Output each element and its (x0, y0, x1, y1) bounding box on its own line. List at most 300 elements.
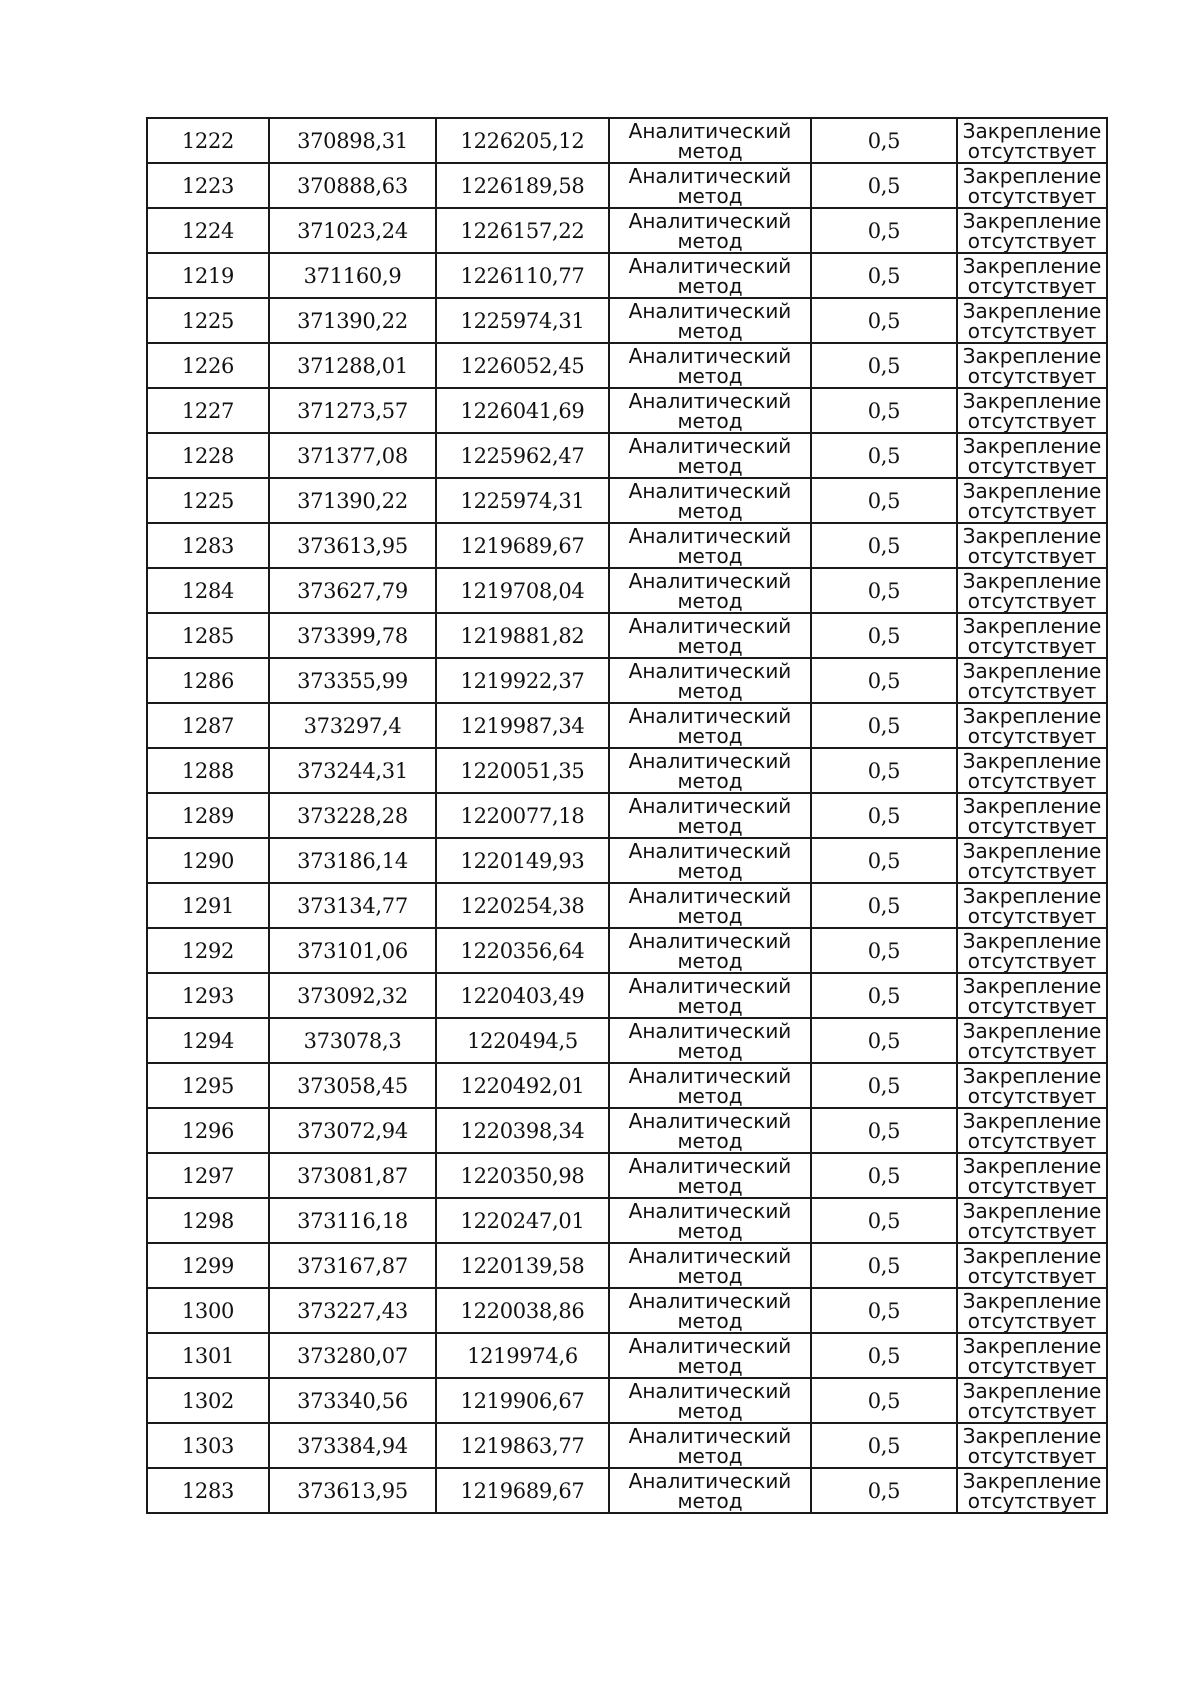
table-row (147, 883, 1107, 928)
y-coordinate-cell: 1225974,31 (436, 478, 609, 523)
method-cell (609, 1378, 811, 1423)
fixation-cell (957, 613, 1107, 658)
method-cell (609, 613, 811, 658)
fixation-cell (957, 1288, 1107, 1333)
fixation-cell-line-1: Закрепление (962, 433, 1102, 458)
method-cell-line-2: метод (677, 543, 743, 568)
point-number-cell: 1225 (147, 478, 269, 523)
fixation-cell (957, 883, 1107, 928)
accuracy-cell: 0,5 (811, 838, 957, 883)
accuracy-cell: 0,5 (811, 163, 957, 208)
fixation-cell-line-2: отсутствует (967, 318, 1097, 343)
fixation-cell-line-2: отсутствует (967, 1173, 1097, 1198)
x-coordinate-cell: 373297,4 (269, 703, 436, 748)
method-cell-line-2: метод (677, 1173, 743, 1198)
method-cell-line-2: метод (677, 318, 743, 343)
fixation-cell-line-1: Закрепление (962, 1243, 1102, 1268)
method-cell-line-2: метод (677, 948, 743, 973)
table-row (147, 793, 1107, 838)
fixation-cell (957, 118, 1107, 163)
method-cell-line-1: Аналитический (628, 433, 792, 458)
method-cell-line-2: метод (677, 498, 743, 523)
accuracy-cell: 0,5 (811, 1198, 957, 1243)
method-cell-line-1: Аналитический (628, 208, 792, 233)
y-coordinate-cell: 1220139,58 (436, 1243, 609, 1288)
fixation-cell (957, 793, 1107, 838)
accuracy-cell: 0,5 (811, 343, 957, 388)
method-cell (609, 118, 811, 163)
y-coordinate-cell: 1219708,04 (436, 568, 609, 613)
method-cell-line-1: Аналитический (628, 298, 792, 323)
fixation-cell (957, 568, 1107, 613)
y-coordinate-cell: 1220051,35 (436, 748, 609, 793)
method-cell (609, 658, 811, 703)
table-row (147, 973, 1107, 1018)
method-cell-line-2: метод (677, 903, 743, 928)
point-number-cell: 1294 (147, 1018, 269, 1063)
method-cell-line-1: Аналитический (628, 748, 792, 773)
method-cell-line-2: метод (677, 1263, 743, 1288)
accuracy-cell: 0,5 (811, 1063, 957, 1108)
method-cell-line-1: Аналитический (628, 1288, 792, 1313)
method-cell (609, 1018, 811, 1063)
point-number-cell: 1300 (147, 1288, 269, 1333)
y-coordinate-cell: 1219689,67 (436, 523, 609, 568)
method-cell-line-1: Аналитический (628, 613, 792, 638)
method-cell-line-1: Аналитический (628, 1333, 792, 1358)
y-coordinate-cell: 1220398,34 (436, 1108, 609, 1153)
fixation-cell-line-2: отсутствует (967, 768, 1097, 793)
x-coordinate-cell: 370888,63 (269, 163, 436, 208)
y-coordinate-cell: 1219689,67 (436, 1468, 609, 1513)
method-cell-line-2: метод (677, 228, 743, 253)
method-cell-line-1: Аналитический (628, 793, 792, 818)
fixation-cell-line-1: Закрепление (962, 388, 1102, 413)
table-row (147, 1468, 1107, 1513)
y-coordinate-cell: 1226110,77 (436, 253, 609, 298)
accuracy-cell: 0,5 (811, 883, 957, 928)
method-cell-line-2: метод (677, 183, 743, 208)
x-coordinate-cell: 370898,31 (269, 118, 436, 163)
method-cell (609, 883, 811, 928)
point-number-cell: 1291 (147, 883, 269, 928)
accuracy-cell: 0,5 (811, 1108, 957, 1153)
method-cell (609, 253, 811, 298)
point-number-cell: 1299 (147, 1243, 269, 1288)
y-coordinate-cell: 1225962,47 (436, 433, 609, 478)
fixation-cell (957, 1423, 1107, 1468)
point-number-cell: 1219 (147, 253, 269, 298)
table-row (147, 478, 1107, 523)
accuracy-cell: 0,5 (811, 1468, 957, 1513)
x-coordinate-cell: 371273,57 (269, 388, 436, 433)
fixation-cell (957, 928, 1107, 973)
y-coordinate-cell: 1225974,31 (436, 298, 609, 343)
y-coordinate-cell: 1220038,86 (436, 1288, 609, 1333)
method-cell-line-1: Аналитический (628, 1423, 792, 1448)
accuracy-cell: 0,5 (811, 1378, 957, 1423)
table-row (147, 388, 1107, 433)
accuracy-cell: 0,5 (811, 298, 957, 343)
point-number-cell: 1228 (147, 433, 269, 478)
table-row (147, 1378, 1107, 1423)
method-cell-line-2: метод (677, 588, 743, 613)
method-cell-line-1: Аналитический (628, 703, 792, 728)
fixation-cell-line-1: Закрепление (962, 1018, 1102, 1043)
point-number-cell: 1298 (147, 1198, 269, 1243)
fixation-cell (957, 658, 1107, 703)
method-cell-line-1: Аналитический (628, 568, 792, 593)
method-cell (609, 568, 811, 613)
method-cell-line-1: Аналитический (628, 658, 792, 683)
method-cell-line-2: метод (677, 1398, 743, 1423)
point-number-cell: 1295 (147, 1063, 269, 1108)
fixation-cell (957, 1378, 1107, 1423)
table-row (147, 433, 1107, 478)
accuracy-cell: 0,5 (811, 613, 957, 658)
x-coordinate-cell: 371390,22 (269, 298, 436, 343)
accuracy-cell: 0,5 (811, 1333, 957, 1378)
accuracy-cell: 0,5 (811, 1243, 957, 1288)
table-row (147, 1198, 1107, 1243)
method-cell-line-2: метод (677, 678, 743, 703)
x-coordinate-cell: 371160,9 (269, 253, 436, 298)
fixation-cell-line-1: Закрепление (962, 1153, 1102, 1178)
method-cell-line-2: метод (677, 273, 743, 298)
fixation-cell-line-1: Закрепление (962, 253, 1102, 278)
fixation-cell (957, 973, 1107, 1018)
fixation-cell (957, 1153, 1107, 1198)
table-row (147, 748, 1107, 793)
method-cell-line-1: Аналитический (628, 883, 792, 908)
table-row (147, 1063, 1107, 1108)
method-cell-line-2: метод (677, 1443, 743, 1468)
method-cell-line-2: метод (677, 1128, 743, 1153)
fixation-cell-line-2: отсутствует (967, 633, 1097, 658)
fixation-cell (957, 748, 1107, 793)
method-cell-line-1: Аналитический (628, 478, 792, 503)
fixation-cell-line-2: отсутствует (967, 498, 1097, 523)
table-row (147, 253, 1107, 298)
fixation-cell (957, 478, 1107, 523)
method-cell-line-1: Аналитический (628, 973, 792, 998)
x-coordinate-cell: 373613,95 (269, 523, 436, 568)
fixation-cell-line-2: отсутствует (967, 273, 1097, 298)
method-cell (609, 1288, 811, 1333)
fixation-cell-line-2: отсутствует (967, 408, 1097, 433)
y-coordinate-cell: 1219881,82 (436, 613, 609, 658)
point-number-cell: 1283 (147, 523, 269, 568)
point-number-cell: 1224 (147, 208, 269, 253)
x-coordinate-cell: 373134,77 (269, 883, 436, 928)
accuracy-cell: 0,5 (811, 1288, 957, 1333)
x-coordinate-cell: 373167,87 (269, 1243, 436, 1288)
y-coordinate-cell: 1220403,49 (436, 973, 609, 1018)
method-cell (609, 1108, 811, 1153)
point-number-cell: 1226 (147, 343, 269, 388)
method-cell (609, 1153, 811, 1198)
table-row (147, 703, 1107, 748)
x-coordinate-cell: 373384,94 (269, 1423, 436, 1468)
y-coordinate-cell: 1220077,18 (436, 793, 609, 838)
point-number-cell: 1290 (147, 838, 269, 883)
fixation-cell-line-1: Закрепление (962, 1333, 1102, 1358)
fixation-cell-line-1: Закрепление (962, 298, 1102, 323)
point-number-cell: 1303 (147, 1423, 269, 1468)
table-row (147, 838, 1107, 883)
method-cell-line-2: метод (677, 993, 743, 1018)
point-number-cell: 1292 (147, 928, 269, 973)
fixation-cell-line-1: Закрепление (962, 1468, 1102, 1493)
method-cell-line-1: Аналитический (628, 253, 792, 278)
table-row (147, 1243, 1107, 1288)
x-coordinate-cell: 371023,24 (269, 208, 436, 253)
x-coordinate-cell: 373340,56 (269, 1378, 436, 1423)
method-cell-line-2: метод (677, 1218, 743, 1243)
fixation-cell-line-1: Закрепление (962, 1198, 1102, 1223)
table-row (147, 163, 1107, 208)
point-number-cell: 1284 (147, 568, 269, 613)
point-number-cell: 1302 (147, 1378, 269, 1423)
fixation-cell-line-1: Закрепление (962, 208, 1102, 233)
table-row (147, 568, 1107, 613)
fixation-cell-line-2: отсутствует (967, 543, 1097, 568)
table-row (147, 208, 1107, 253)
table-row (147, 298, 1107, 343)
y-coordinate-cell: 1220492,01 (436, 1063, 609, 1108)
fixation-cell (957, 1333, 1107, 1378)
point-number-cell: 1293 (147, 973, 269, 1018)
method-cell-line-2: метод (677, 633, 743, 658)
method-cell (609, 1333, 811, 1378)
accuracy-cell: 0,5 (811, 118, 957, 163)
fixation-cell-line-1: Закрепление (962, 118, 1102, 143)
point-number-cell: 1225 (147, 298, 269, 343)
y-coordinate-cell: 1226205,12 (436, 118, 609, 163)
accuracy-cell: 0,5 (811, 973, 957, 1018)
point-number-cell: 1289 (147, 793, 269, 838)
fixation-cell (957, 703, 1107, 748)
point-number-cell: 1287 (147, 703, 269, 748)
method-cell-line-1: Аналитический (628, 838, 792, 863)
method-cell-line-1: Аналитический (628, 1198, 792, 1223)
fixation-cell-line-2: отсутствует (967, 678, 1097, 703)
y-coordinate-cell: 1220350,98 (436, 1153, 609, 1198)
fixation-cell (957, 523, 1107, 568)
fixation-cell-line-1: Закрепление (962, 163, 1102, 188)
fixation-cell-line-1: Закрепление (962, 658, 1102, 683)
method-cell-line-1: Аналитический (628, 1378, 792, 1403)
method-cell-line-2: метод (677, 408, 743, 433)
method-cell (609, 838, 811, 883)
method-cell-line-1: Аналитический (628, 1468, 792, 1493)
fixation-cell-line-2: отсутствует (967, 1443, 1097, 1468)
y-coordinate-cell: 1220356,64 (436, 928, 609, 973)
x-coordinate-cell: 373116,18 (269, 1198, 436, 1243)
method-cell (609, 703, 811, 748)
table-row (147, 658, 1107, 703)
point-number-cell: 1222 (147, 118, 269, 163)
method-cell-line-2: метод (677, 453, 743, 478)
fixation-cell-line-2: отсутствует (967, 453, 1097, 478)
x-coordinate-cell: 373227,43 (269, 1288, 436, 1333)
method-cell-line-2: метод (677, 813, 743, 838)
fixation-cell-line-1: Закрепление (962, 478, 1102, 503)
fixation-cell-line-2: отсутствует (967, 183, 1097, 208)
table-row (147, 118, 1107, 163)
fixation-cell-line-1: Закрепление (962, 523, 1102, 548)
fixation-cell (957, 1108, 1107, 1153)
point-number-cell: 1285 (147, 613, 269, 658)
method-cell-line-2: метод (677, 768, 743, 793)
y-coordinate-cell: 1219906,67 (436, 1378, 609, 1423)
x-coordinate-cell: 373228,28 (269, 793, 436, 838)
x-coordinate-cell: 373627,79 (269, 568, 436, 613)
y-coordinate-cell: 1219974,6 (436, 1333, 609, 1378)
fixation-cell-line-2: отсутствует (967, 858, 1097, 883)
fixation-cell-line-1: Закрепление (962, 1378, 1102, 1403)
x-coordinate-cell: 373078,3 (269, 1018, 436, 1063)
method-cell-line-2: метод (677, 858, 743, 883)
method-cell (609, 1468, 811, 1513)
fixation-cell-line-1: Закрепление (962, 343, 1102, 368)
fixation-cell (957, 163, 1107, 208)
x-coordinate-cell: 371288,01 (269, 343, 436, 388)
point-number-cell: 1288 (147, 748, 269, 793)
x-coordinate-cell: 373355,99 (269, 658, 436, 703)
coordinates-table (146, 117, 1108, 1514)
accuracy-cell: 0,5 (811, 748, 957, 793)
fixation-cell (957, 433, 1107, 478)
fixation-cell-line-2: отсутствует (967, 903, 1097, 928)
point-number-cell: 1223 (147, 163, 269, 208)
accuracy-cell: 0,5 (811, 253, 957, 298)
method-cell (609, 433, 811, 478)
y-coordinate-cell: 1226157,22 (436, 208, 609, 253)
fixation-cell-line-1: Закрепление (962, 793, 1102, 818)
fixation-cell-line-2: отсутствует (967, 1038, 1097, 1063)
fixation-cell-line-2: отсутствует (967, 948, 1097, 973)
accuracy-cell: 0,5 (811, 478, 957, 523)
method-cell-line-1: Аналитический (628, 1108, 792, 1133)
method-cell-line-2: метод (677, 363, 743, 388)
method-cell (609, 478, 811, 523)
y-coordinate-cell: 1219987,34 (436, 703, 609, 748)
x-coordinate-cell: 373058,45 (269, 1063, 436, 1108)
method-cell (609, 298, 811, 343)
method-cell-line-1: Аналитический (628, 163, 792, 188)
x-coordinate-cell: 373613,95 (269, 1468, 436, 1513)
fixation-cell-line-1: Закрепление (962, 928, 1102, 953)
accuracy-cell: 0,5 (811, 1423, 957, 1468)
y-coordinate-cell: 1219863,77 (436, 1423, 609, 1468)
fixation-cell (957, 253, 1107, 298)
y-coordinate-cell: 1226041,69 (436, 388, 609, 433)
method-cell-line-2: метод (677, 1083, 743, 1108)
table-row (147, 1288, 1107, 1333)
fixation-cell-line-1: Закрепление (962, 883, 1102, 908)
y-coordinate-cell: 1226189,58 (436, 163, 609, 208)
x-coordinate-cell: 373092,32 (269, 973, 436, 1018)
fixation-cell (957, 343, 1107, 388)
y-coordinate-cell: 1220247,01 (436, 1198, 609, 1243)
method-cell (609, 928, 811, 973)
table-row (147, 523, 1107, 568)
method-cell (609, 1063, 811, 1108)
accuracy-cell: 0,5 (811, 1153, 957, 1198)
method-cell-line-2: метод (677, 1488, 743, 1513)
method-cell (609, 1423, 811, 1468)
table-row (147, 1153, 1107, 1198)
method-cell (609, 748, 811, 793)
method-cell (609, 973, 811, 1018)
fixation-cell-line-1: Закрепление (962, 568, 1102, 593)
fixation-cell (957, 1018, 1107, 1063)
x-coordinate-cell: 373280,07 (269, 1333, 436, 1378)
method-cell-line-1: Аналитический (628, 928, 792, 953)
method-cell-line-1: Аналитический (628, 1243, 792, 1268)
accuracy-cell: 0,5 (811, 568, 957, 613)
fixation-cell-line-1: Закрепление (962, 838, 1102, 863)
fixation-cell-line-1: Закрепление (962, 1423, 1102, 1448)
method-cell (609, 343, 811, 388)
method-cell-line-1: Аналитический (628, 1018, 792, 1043)
fixation-cell-line-1: Закрепление (962, 613, 1102, 638)
fixation-cell (957, 298, 1107, 343)
method-cell-line-1: Аналитический (628, 118, 792, 143)
fixation-cell (957, 208, 1107, 253)
fixation-cell (957, 1198, 1107, 1243)
method-cell-line-2: метод (677, 1038, 743, 1063)
accuracy-cell: 0,5 (811, 928, 957, 973)
x-coordinate-cell: 373186,14 (269, 838, 436, 883)
fixation-cell (957, 838, 1107, 883)
table-row (147, 1423, 1107, 1468)
point-number-cell: 1286 (147, 658, 269, 703)
x-coordinate-cell: 371377,08 (269, 433, 436, 478)
fixation-cell-line-2: отсутствует (967, 1263, 1097, 1288)
coordinates-table-body (147, 118, 1107, 1513)
table-row (147, 1333, 1107, 1378)
fixation-cell-line-2: отсутствует (967, 813, 1097, 838)
accuracy-cell: 0,5 (811, 658, 957, 703)
fixation-cell-line-2: отсутствует (967, 588, 1097, 613)
fixation-cell-line-1: Закрепление (962, 973, 1102, 998)
point-number-cell: 1301 (147, 1333, 269, 1378)
fixation-cell-line-2: отсутствует (967, 1353, 1097, 1378)
method-cell-line-2: метод (677, 138, 743, 163)
y-coordinate-cell: 1219922,37 (436, 658, 609, 703)
method-cell-line-2: метод (677, 1308, 743, 1333)
method-cell-line-1: Аналитический (628, 1063, 792, 1088)
x-coordinate-cell: 373101,06 (269, 928, 436, 973)
table-row (147, 1108, 1107, 1153)
method-cell-line-2: метод (677, 1353, 743, 1378)
method-cell-line-1: Аналитический (628, 523, 792, 548)
x-coordinate-cell: 373244,31 (269, 748, 436, 793)
y-coordinate-cell: 1220494,5 (436, 1018, 609, 1063)
method-cell (609, 523, 811, 568)
fixation-cell-line-1: Закрепление (962, 748, 1102, 773)
accuracy-cell: 0,5 (811, 208, 957, 253)
fixation-cell-line-2: отсутствует (967, 228, 1097, 253)
fixation-cell (957, 1243, 1107, 1288)
table-row (147, 343, 1107, 388)
accuracy-cell: 0,5 (811, 523, 957, 568)
point-number-cell: 1227 (147, 388, 269, 433)
method-cell (609, 208, 811, 253)
fixation-cell (957, 388, 1107, 433)
